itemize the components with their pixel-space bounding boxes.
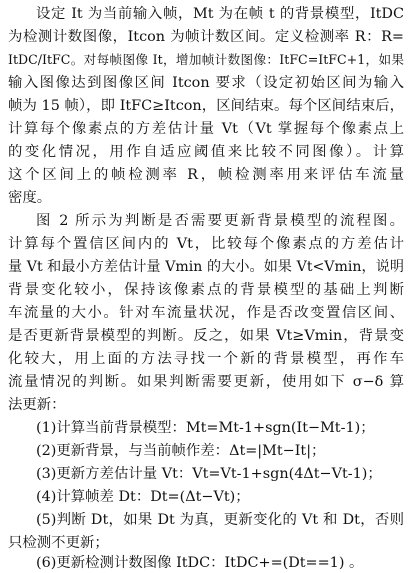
text-line: 密度。 [8,190,52,206]
step-line: (2)更新背景，与当前帧作差：Δt=|Mt−It|； [36,443,326,459]
text-line: 流量情况的判断。如果判断需要更新，使用如下 σ−δ 算 [8,374,404,390]
text-line: 化较大，用上面的方法寻找一个新的背景模型，再作车 [8,351,404,367]
text-line: 计算每个像素点的方差估计量 Vt（Vt 掌握每个像素点上 [8,121,404,137]
text-line: 设定 It 为当前输入帧，Mt 为在帧 t 的背景模型，ItDC [36,6,404,22]
text-line: 量 Vt 和最小方差估计量 Vmin 的大小。如果 Vt<Vmin，说明 [8,259,404,275]
text-line: 法更新： [8,397,66,413]
text-line: 输入图像达到图像区间 Itcon 要求（设定初始区间为输入 [8,75,404,91]
text-line: 帧为 15 帧），即 ItFC≥Itcon，区间结束。每个区间结束后， [8,98,404,114]
text-line: 车流量的大小。针对车流量状况，作是否改变置信区间、 [8,305,404,321]
text-line: 背景变化较小，保持该像素点的背景模型的基础上判断 [8,282,404,298]
step-line: (3)更新方差估计量 Vt：Vt=Vt-1+sgn(4Δt−Vt-1)； [36,466,382,482]
text-line: ItDC/ItFC。对每帧图像 It，增加帧计数图像：ItFC=ItFC+1，如果 [8,52,404,67]
step-line: (1)计算当前背景模型：Mt=Mt-1+sgn(It−Mt-1)； [36,420,375,436]
text-line: 计算每个置信区间内的 Vt，比较每个像素点的方差估计 [8,236,404,252]
text-line: 的变化情况，用作自适应阈值来比较不同图像）。计算 [8,144,404,160]
text-line: 是否更新背景模型的判断。反之，如果 Vt≥Vmin，背景变 [8,328,404,344]
step-line: (6)更新检测计数图像 ItDC：ItDC+=(Dt==1) 。 [36,555,364,571]
text-line: 为检测计数图像，Itcon 为帧计数区间。定义检测率 R：R= [8,29,404,45]
text-line: 图 2 所示为判断是否需要更新背景模型的流程图。 [36,213,404,229]
text-line: 这个区间上的帧检测率 R，帧检测率用来评估车流量 [8,167,404,183]
step-line: 只检测不更新； [8,535,109,551]
step-line: (5)判断 Dt，如果 Dt 为真，更新变化的 Vt 和 Dt，否则 [36,512,404,528]
step-line: (4)计算帧差 Dt：Dt=(Δt−Vt)； [36,489,250,505]
